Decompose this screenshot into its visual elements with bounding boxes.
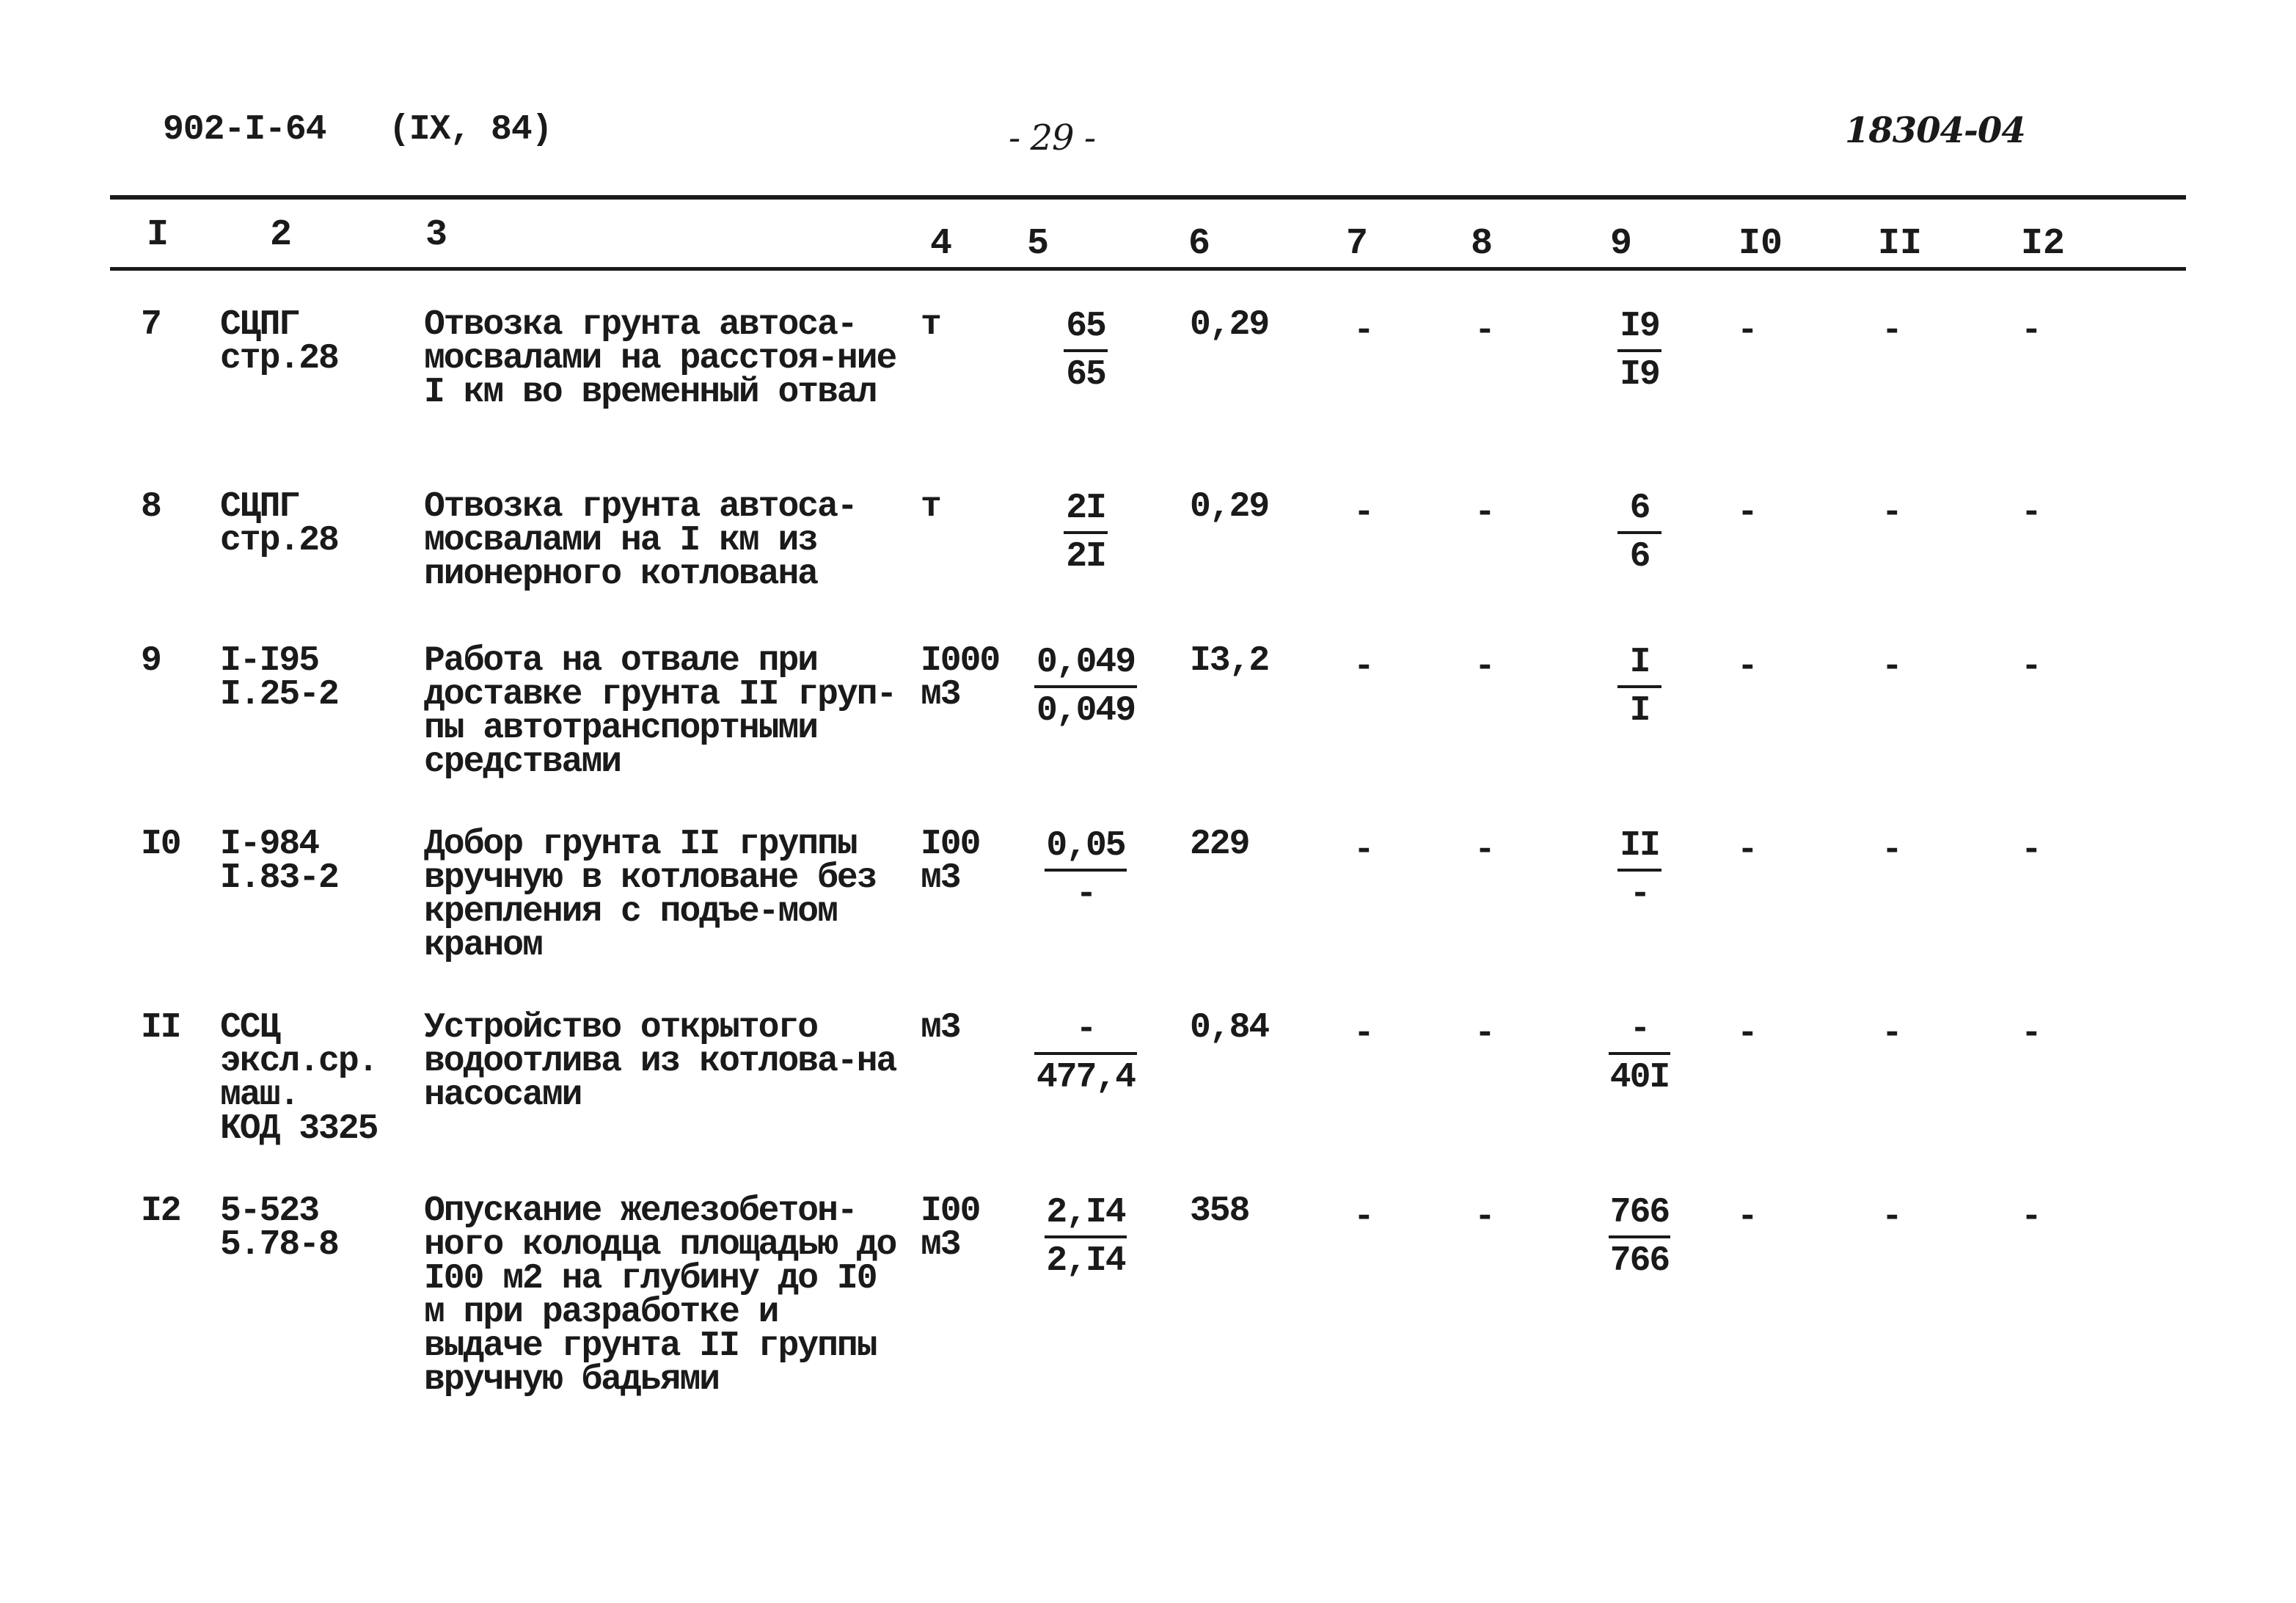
column-number-8: 8	[1471, 223, 1494, 265]
fraction-denominator: -	[1075, 874, 1096, 914]
value-col6: 0,29	[1190, 305, 1269, 345]
column-number-11: II	[1878, 223, 1923, 265]
fraction-c9	[1592, 486, 1687, 580]
fraction-numerator: 6	[1629, 489, 1650, 528]
value-col8: -	[1474, 647, 1496, 687]
fraction-numerator: -	[1075, 1009, 1096, 1049]
work-description: Добор грунта II группы вручную в котловане без крепления с подъе-мом краном	[424, 825, 877, 965]
fraction-c9	[1592, 640, 1687, 734]
value-col12: -	[2021, 830, 2042, 870]
value-col11: -	[1882, 647, 1903, 687]
column-number-10: I0	[1739, 223, 1783, 265]
value-col11: -	[1882, 1197, 1903, 1237]
value-col8: -	[1474, 1014, 1496, 1054]
fraction-c9	[1592, 304, 1687, 398]
value-col6: 0,84	[1190, 1008, 1269, 1048]
norm-reference: ССЦ эксл.ср. маш. КОД 3325	[220, 1008, 378, 1149]
header-bottom-rule	[110, 267, 2186, 271]
table-top-rule	[110, 195, 2186, 200]
value-col12: -	[2021, 311, 2042, 351]
row-number: I0	[141, 825, 180, 864]
fraction-c5	[1012, 640, 1159, 734]
value-col12: -	[2021, 1014, 2042, 1054]
value-col12: -	[2021, 647, 2042, 687]
value-col7: -	[1353, 1197, 1375, 1237]
norm-reference: СЦПГ стр.28	[220, 487, 338, 560]
column-number-12: I2	[2021, 223, 2066, 265]
column-number-5: 5	[1027, 223, 1050, 265]
document-number: 18304-04	[1845, 110, 2025, 151]
row-number: 7	[141, 305, 161, 345]
value-col10: -	[1737, 647, 1758, 687]
fraction-denominator: 6	[1629, 537, 1650, 577]
page-number: - 29 -	[1009, 117, 1096, 158]
fraction-denominator: 2I	[1066, 537, 1105, 577]
fraction-c9	[1592, 823, 1687, 917]
value-col11: -	[1882, 1014, 1903, 1054]
column-number-7: 7	[1346, 223, 1369, 265]
value-col11: -	[1882, 830, 1903, 870]
fraction-denominator: 40I	[1609, 1058, 1670, 1098]
column-number-6: 6	[1188, 223, 1211, 265]
unit-of-measure: т	[921, 305, 940, 345]
value-col7: -	[1353, 1014, 1375, 1054]
value-col8: -	[1474, 830, 1496, 870]
value-col10: -	[1737, 1014, 1758, 1054]
fraction-c9	[1592, 1007, 1687, 1100]
fraction-denominator: 2,I4	[1046, 1241, 1125, 1281]
value-col11: -	[1882, 493, 1903, 533]
value-col11: -	[1882, 311, 1903, 351]
unit-of-measure: т	[921, 487, 940, 527]
value-col8: -	[1474, 1197, 1496, 1237]
fraction-c5	[1012, 486, 1159, 580]
column-number-2: 2	[270, 214, 293, 256]
fraction-denominator: 477,4	[1036, 1058, 1136, 1098]
fraction-c5	[1012, 304, 1159, 398]
value-col7: -	[1353, 311, 1375, 351]
fraction-c5	[1012, 1007, 1159, 1100]
row-number: 8	[141, 487, 161, 527]
fraction-numerator: 65	[1066, 307, 1105, 346]
value-col8: -	[1474, 311, 1496, 351]
fraction-numerator: 0,05	[1046, 826, 1125, 866]
value-col7: -	[1353, 830, 1375, 870]
fraction-numerator: 2I	[1066, 489, 1105, 528]
work-description: Отвозка грунта автоса-мосвалами на расстоя-ние I км во временный отвал	[424, 305, 896, 412]
fraction-c5	[1012, 1190, 1159, 1284]
value-col6: 0,29	[1190, 487, 1269, 527]
document-code: 902-I-64	[163, 110, 326, 150]
value-col7: -	[1353, 493, 1375, 533]
work-description: Устройство открытого водоотлива из котлова-на насосами	[424, 1008, 896, 1115]
revision-note: (IX, 84)	[389, 110, 552, 150]
unit-of-measure: м3	[921, 1008, 960, 1048]
norm-reference: I-I95 I.25-2	[220, 641, 338, 715]
fraction-numerator: 0,049	[1036, 643, 1136, 682]
fraction-denominator: 0,049	[1036, 691, 1136, 731]
value-col12: -	[2021, 1197, 2042, 1237]
column-number-9: 9	[1610, 223, 1633, 265]
unit-of-measure: I00 м3	[921, 1191, 980, 1265]
fraction-denominator: 766	[1609, 1241, 1670, 1281]
unit-of-measure: I000 м3	[921, 641, 1000, 715]
value-col12: -	[2021, 493, 2042, 533]
fraction-numerator: 766	[1609, 1193, 1670, 1233]
value-col10: -	[1737, 493, 1758, 533]
value-col6: 358	[1190, 1191, 1249, 1231]
norm-reference: СЦПГ стр.28	[220, 305, 338, 379]
fraction-numerator: II	[1620, 826, 1659, 866]
value-col10: -	[1737, 830, 1758, 870]
fraction-denominator: I9	[1620, 355, 1659, 395]
column-number-1: I	[147, 214, 169, 256]
fraction-numerator: I9	[1620, 307, 1659, 346]
fraction-c5	[1012, 823, 1159, 917]
fraction-denominator: 65	[1066, 355, 1105, 395]
fraction-denominator: I	[1629, 691, 1650, 731]
row-number: 9	[141, 641, 161, 681]
value-col8: -	[1474, 493, 1496, 533]
fraction-numerator: 2,I4	[1046, 1193, 1125, 1233]
value-col6: 229	[1190, 825, 1249, 864]
fraction-numerator: I	[1629, 643, 1650, 682]
column-number-4: 4	[930, 223, 953, 265]
norm-reference: I-984 I.83-2	[220, 825, 338, 898]
work-description: Отвозка грунта автоса-мосвалами на I км из пионерного котлована	[424, 487, 857, 594]
row-number: II	[141, 1008, 180, 1048]
norm-reference: 5-523 5.78-8	[220, 1191, 338, 1265]
value-col7: -	[1353, 647, 1375, 687]
column-number-3: 3	[425, 214, 448, 256]
fraction-denominator: -	[1629, 874, 1650, 914]
work-description: Опускание железобетон-ного колодца площадью до I00 м2 на глубину до I0 м при разработке и выдаче грунта II группы вручную бадьями	[424, 1191, 896, 1400]
value-col10: -	[1737, 311, 1758, 351]
value-col6: I3,2	[1190, 641, 1269, 681]
value-col10: -	[1737, 1197, 1758, 1237]
fraction-c9	[1592, 1190, 1687, 1284]
unit-of-measure: I00 м3	[921, 825, 980, 898]
work-description: Работа на отвале при доставке грунта II груп-пы автотранспортными средствами	[424, 641, 896, 782]
fraction-numerator: -	[1629, 1009, 1650, 1049]
row-number: I2	[141, 1191, 180, 1231]
